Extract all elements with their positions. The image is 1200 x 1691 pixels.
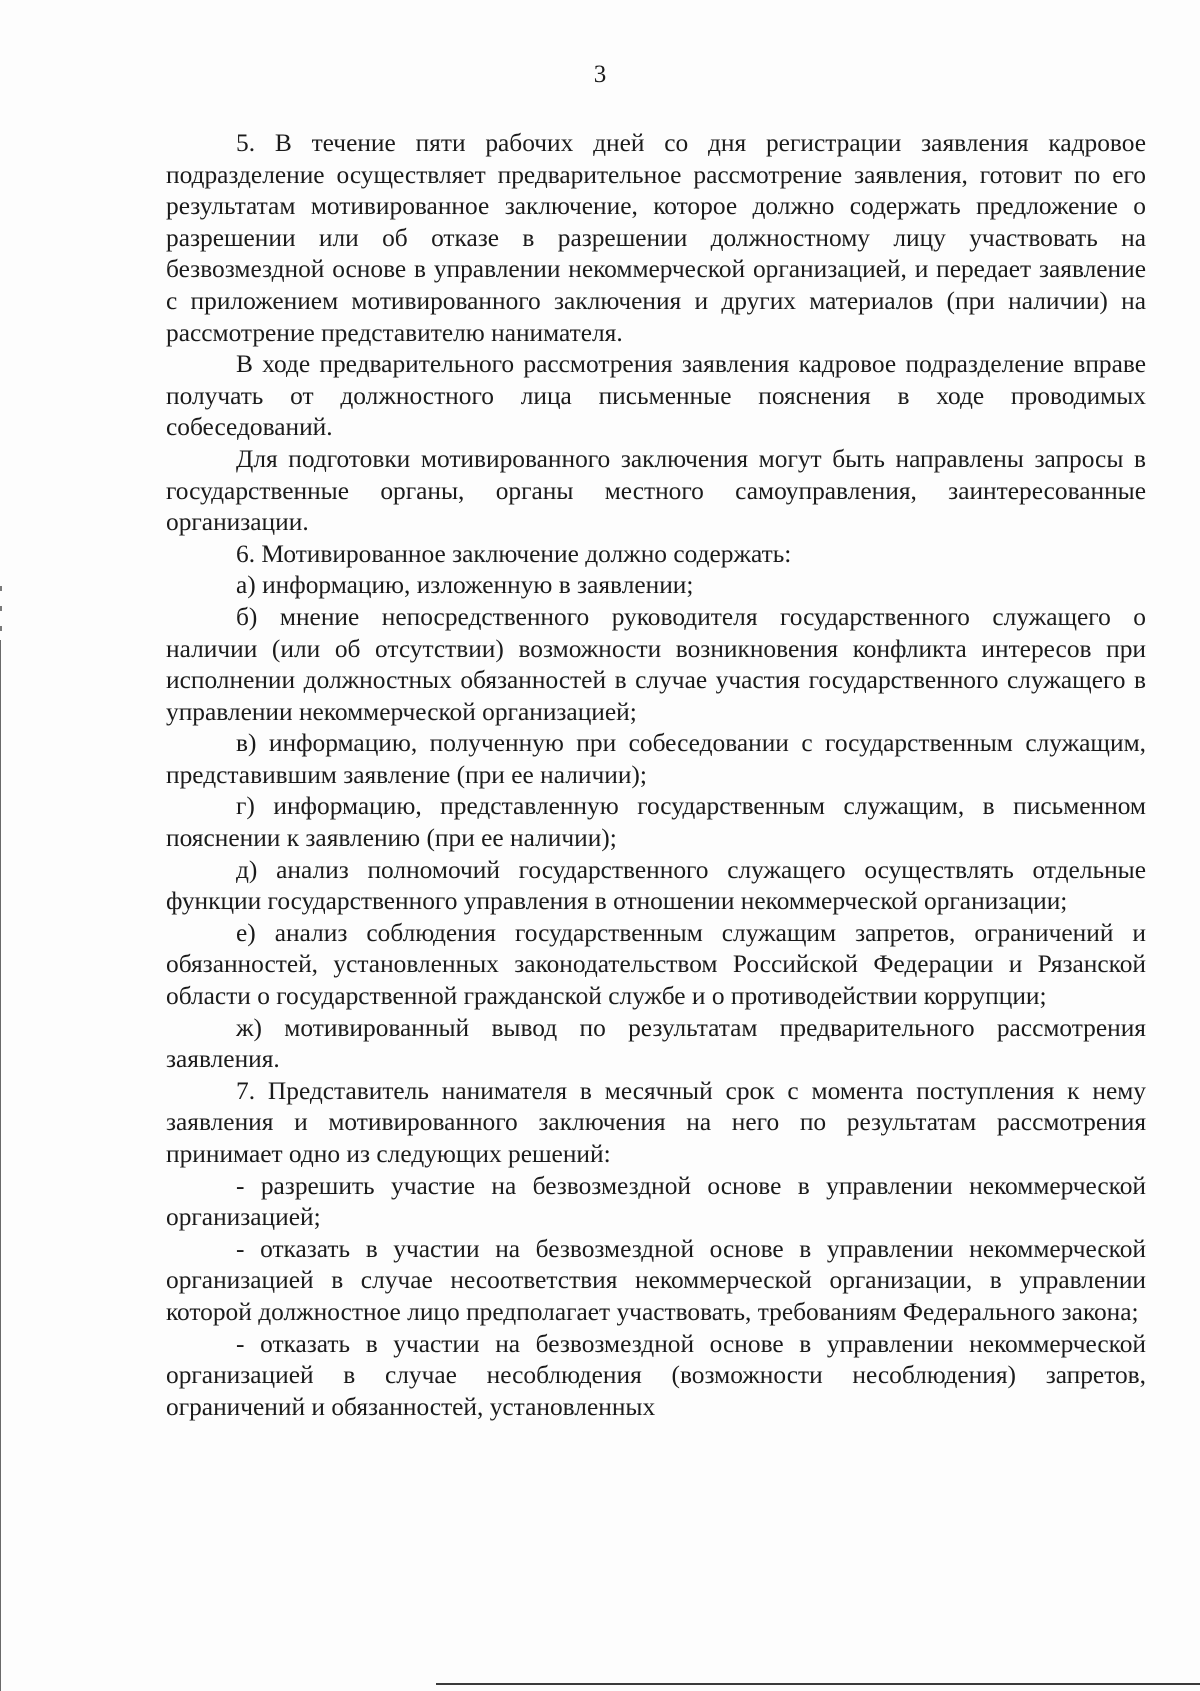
left-scan-dash xyxy=(0,626,2,631)
bottom-scan-edge xyxy=(436,1683,1200,1685)
left-scan-dash xyxy=(0,606,2,611)
decision-item-refuse-mismatch: - отказать в участии на безвозмездной основе в управлении некоммерческой организацией в случае несоответствия некоммерческой организации, в управлении которой должностное лицо предполагает участвовать, требованиям Федерального закона; xyxy=(166,1234,1146,1326)
left-scan-edge xyxy=(0,640,1,1691)
paragraph-item-6: 6. Мотивированное заключение должно содержать: xyxy=(236,539,792,568)
paragraph-item-7: 7. Представитель нанимателя в месячный срок с момента поступления к нему заявления и мотивированного заключения на него по результатам рассмотрения принимает одно из следующих решений: xyxy=(166,1076,1146,1168)
list-item-v: в) информацию, полученную при собеседовании с государственным служащим, представившим заявление (при ее наличии); xyxy=(166,729,1146,789)
paragraph-item-5: 5. В течение пяти рабочих дней со дня регистрации заявления кадровое подразделение осуществляет предварительное рассмотрение заявления, готовит по его результатам мотивированное заключение, которое должно содержать предложение о разрешении или об отказе в разрешении должностному лицу участвовать на безвозмездной основе в управлении некоммерческой организацией, и передает заявление с приложением мотивированного заключения и других материалов (при наличии) на рассмотрение представителю нанимателя. xyxy=(166,129,1146,347)
decision-item-permit: - разрешить участие на безвозмездной основе в управлении некоммерческой организацией; xyxy=(166,1171,1146,1232)
paragraph-requests: Для подготовки мотивированного заключения могут быть направлены запросы в государственные органы, органы местного самоуправления, заинтересованные организации. xyxy=(166,444,1146,537)
paragraph-preliminary-review: В ходе предварительного рассмотрения заявления кадровое подразделение вправе получать от должностного лица письменные пояснения в ходе проводимых собеседований. xyxy=(166,350,1146,442)
list-item-d: д) анализ полномочий государственного служащего осуществлять отдельные функции государственного управления в отношении некоммерческой организации; xyxy=(166,855,1146,916)
list-item-a: а) информацию, изложенную в заявлении; xyxy=(236,571,694,600)
list-item-e: е) анализ соблюдения государственным служащим запретов, ограничений и обязанностей, установленных законодательством Российской Федерации и Рязанской области о государственной гражданской службе и о противодействии коррупции; xyxy=(166,918,1146,1011)
list-item-g: г) информацию, представленную государственным служащим, в письменном пояснении к заявлению (при ее наличии); xyxy=(166,792,1146,853)
list-item-b: б) мнение непосредственного руководителя государственного служащего о наличии (или об отсутствии) возможности возникновения конфликта интересов при исполнении должностных обязанностей в случае участия государственного служащего в управлении некоммерческой организацией; xyxy=(166,602,1146,726)
left-scan-dash xyxy=(0,586,2,591)
list-item-zh: ж) мотивированный вывод по результатам предварительного рассмотрения заявления. xyxy=(166,1013,1146,1074)
document-body xyxy=(166,128,1146,1423)
page-number: 3 xyxy=(593,61,607,88)
decision-item-refuse-noncompliance: - отказать в участии на безвозмездной основе в управлении некоммерческой организацией в случае несоблюдения (возможности несоблюдения) запретов, ограничений и обязанностей, установленных xyxy=(166,1329,1146,1421)
